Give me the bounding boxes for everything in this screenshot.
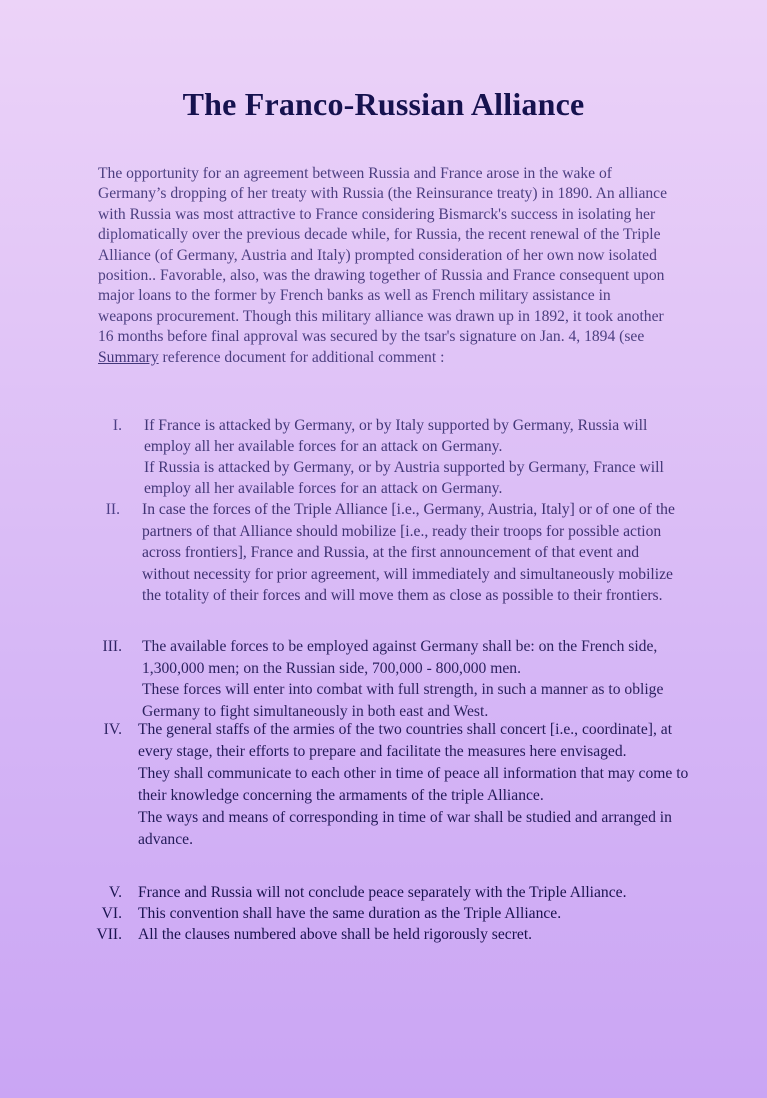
- clause-paragraph: This convention shall have the same duration as the Triple Alliance.: [138, 905, 562, 922]
- clause-paragraph: France and Russia will not conclude peace separately with the Triple Alliance.: [138, 884, 627, 901]
- clause-body: [138, 719, 698, 851]
- clause-item-iii: [80, 636, 680, 719]
- summary-link[interactable]: Summary: [98, 348, 159, 366]
- clause-body: [142, 499, 680, 607]
- intro-text-after-link: reference document for additional comment :: [158, 348, 445, 366]
- clause-number: VI.: [101, 905, 122, 922]
- clause-paragraph: The ways and means of corresponding in time of war shall be studied and arranged in advance.: [138, 809, 672, 848]
- clause-item-i: [80, 415, 680, 499]
- clause-body: [138, 924, 698, 945]
- clause-paragraph: If Russia is attacked by Germany, or by Austria supported by Germany, France will employ all her available forces for an attack on Germany.: [144, 459, 664, 497]
- clause-item-ii: [80, 499, 680, 636]
- clause-number: I.: [112, 417, 122, 434]
- clause-body: [142, 636, 692, 722]
- intro-text-before-link: The opportunity for an agreement between Russia and France arose in the wake of Germany’s dropping of her treaty with Russia (the Reinsurance treaty) in 1890. An alliance with Russia was most attractive to France considering Bismarck's success in isolating her diplomatically over the previous decade while, for Russia, the recent renewal of the Triple Alliance (of Germany, Austria and Italy) prompted consideration of her own now isolated position.. Favorable, also, was the drawing together of Russia and France consequent upon major loans to the former by French banks as well as French military assistance in weapons procurement. Though this military alliance was drawn up in 1892, it took another 16 months before final approval was secured by the tsar's signature on Jan. 4, 1894 (see: [98, 165, 668, 346]
- clause-paragraph: They shall communicate to each other in time of peace all information that may come to their knowledge concerning the armaments of the triple Alliance.: [138, 765, 689, 804]
- clause-paragraph: If France is attacked by Germany, or by Italy supported by Germany, Russia will employ all her available forces for an attack on Germany.: [144, 417, 648, 455]
- clause-number: III.: [102, 638, 122, 655]
- intro-paragraph: [98, 164, 668, 368]
- clause-item-vi: [80, 903, 680, 924]
- clause-item-iv: [80, 719, 689, 882]
- clause-number: V.: [108, 884, 122, 901]
- clause-item-vii: [80, 924, 680, 945]
- clause-paragraph: These forces will enter into combat with full strength, in such a manner as to oblige Germany to fight simultaneously in both east and West.: [142, 681, 664, 720]
- clause-paragraph: In case the forces of the Triple Alliance [i.e., Germany, Austria, Italy] or of one of the partners of that Alliance should mobilize [i.e., ready their troops for possible action across frontiers], France and Russia, at the first announcement of that event and without necessity for prior agreement, will immediately and simultaneously mobilize the totality of their forces and will move them as close as possible to their frontiers.: [142, 501, 675, 604]
- clause-number: IV.: [103, 721, 122, 738]
- clause-paragraph: The available forces to be employed against Germany shall be: on the French side, 1,300,000 men; on the Russian side, 700,000 - 800,000 men.: [142, 638, 658, 677]
- clause-number: VII.: [96, 926, 122, 943]
- clause-body: [138, 903, 698, 924]
- clause-item-v: [80, 882, 680, 903]
- clause-number: II.: [105, 501, 120, 518]
- clause-body: [138, 882, 698, 903]
- clause-paragraph: The general staffs of the armies of the two countries shall concert [i.e., coordinate], at every stage, their efforts to prepare and facilitate the measures here envisaged.: [138, 721, 673, 760]
- clause-body: [144, 415, 664, 499]
- clause-paragraph: All the clauses numbered above shall be held rigorously secret.: [138, 926, 533, 943]
- alliance-clauses-list: [80, 415, 689, 945]
- page-title: The Franco-Russian Alliance: [182, 86, 585, 122]
